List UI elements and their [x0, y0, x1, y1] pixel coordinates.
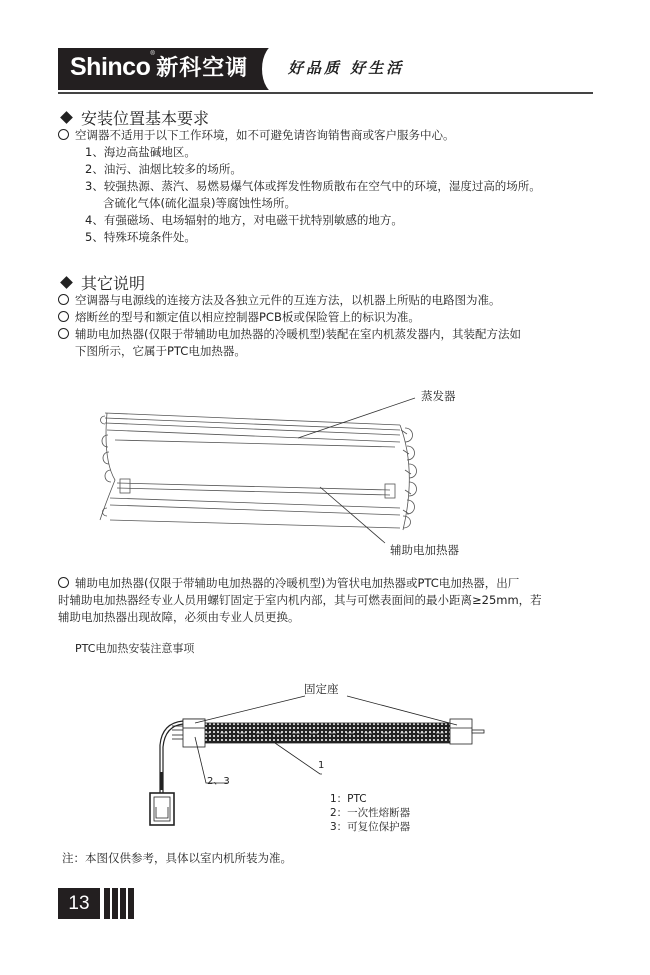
paragraph-text: 辅助电加热器(仅限于带辅助电加热器的冷暖机型)为管状电加热器或PTC电加热器，出厂 — [75, 576, 520, 590]
list-item: 3、较强热源、蒸汽、易燃易爆气体或挥发性物质散布在空气中的环境，湿度过高的场所。 — [85, 179, 541, 193]
figure2-title: PTC电加热安装注意事项 — [75, 642, 195, 655]
label-mount: 固定座 — [304, 682, 339, 696]
heater-paragraph — [58, 575, 542, 626]
section-title: 安装位置基本要求 — [81, 109, 210, 128]
label-aux-heater: 辅助电加热器 — [390, 543, 459, 557]
list-item: 1、海边高盐碱地区。 — [85, 145, 196, 159]
section-title: 其它说明 — [81, 274, 146, 293]
circle-bullet-icon — [58, 328, 69, 339]
callout-1: 1 — [318, 760, 325, 771]
bullet-text: 熔断丝的型号和额定值以相应控制器PCB板或保险管上的标识为准。 — [75, 310, 420, 324]
list-item — [58, 309, 521, 326]
intro-text: 空调器不适用于以下工作环境，如不可避免请咨询销售商或客户服务中心。 — [75, 128, 455, 142]
page-number: 13 — [58, 888, 100, 919]
paragraph-line — [58, 575, 542, 592]
brand-latin: Shinco — [70, 53, 151, 81]
circle-bullet-icon — [58, 577, 69, 588]
legend-item: 2：一次性熔断器 — [330, 807, 411, 819]
diamond-bullet-icon — [60, 111, 73, 124]
brand-cn: 新科空调 — [156, 55, 249, 80]
page-bar-decoration — [112, 888, 118, 919]
section1-intro — [58, 127, 541, 144]
paragraph-line: 时辅助电加热器经专业人员用螺钉固定于室内机内部，其与可燃表面间的最小距离≥25mm，若 — [58, 593, 542, 607]
page-bar-decoration — [104, 888, 110, 919]
section2-body — [58, 292, 521, 360]
list-item: 5、特殊环境条件处。 — [85, 230, 196, 244]
evaporator-diagram — [95, 380, 475, 560]
list-item: 2、油污、油烟比较多的场所。 — [85, 162, 242, 176]
bullet-text: 空调器与电源线的连接方法及各独立元件的互连方法，以机器上所贴的电路图为准。 — [75, 293, 501, 307]
page-bar-decoration — [120, 888, 126, 919]
page-bar-decoration — [128, 888, 134, 919]
circle-bullet-icon — [58, 129, 69, 140]
list-item-continued: 含硫化气体(硫化温泉)等腐蚀性场所。 — [103, 196, 296, 210]
bullet-text: 辅助电加热器(仅限于带辅助电加热器的冷暖机型)装配在室内机蒸发器内，其装配方法如 — [75, 327, 521, 341]
note: 注：本图仅供参考，具体以室内机所装为准。 — [62, 851, 292, 865]
registered-mark: ® — [150, 51, 155, 57]
legend-item: 1：PTC — [330, 793, 367, 805]
list-item — [58, 326, 521, 343]
diamond-bullet-icon — [60, 276, 73, 289]
brand-logo — [70, 51, 248, 82]
header-divider — [58, 92, 593, 94]
circle-bullet-icon — [58, 294, 69, 305]
section-heading-install-location — [58, 106, 209, 129]
label-evaporator: 蒸发器 — [421, 389, 456, 403]
circle-bullet-icon — [58, 311, 69, 322]
section-heading-other-notes — [58, 271, 145, 294]
section1-body — [58, 127, 541, 246]
paragraph-line: 辅助电加热器出现故障，必须由专业人员更换。 — [58, 610, 300, 624]
slogan: 好品质 好生活 — [288, 59, 405, 77]
figure2-legend — [330, 792, 410, 834]
list-item — [58, 292, 521, 309]
legend-item: 3：可复位保护器 — [330, 821, 411, 833]
list-item-continued: 下图所示，它属于PTC电加热器。 — [75, 344, 246, 358]
list-item: 4、有强磁场、电场辐射的地方，对电磁干扰特别敏感的地方。 — [85, 213, 403, 227]
callout-2-3: 2、3 — [207, 776, 230, 787]
